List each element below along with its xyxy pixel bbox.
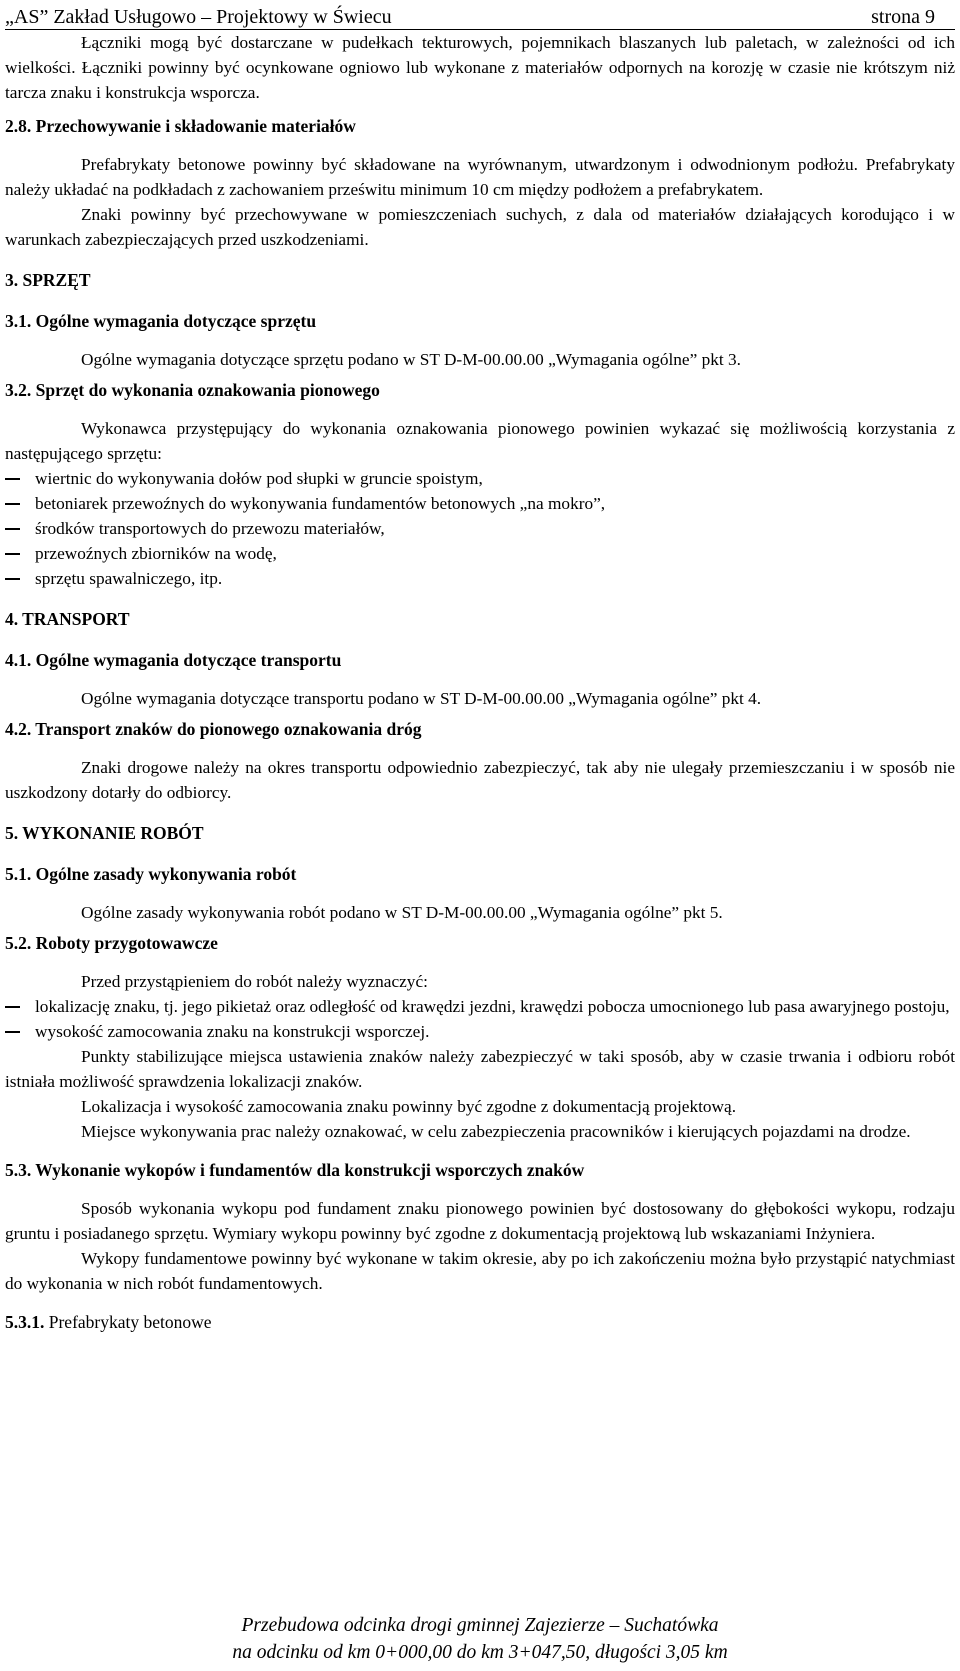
paragraph-5-3-1: Sposób wykonania wykopu pod fundament znaku pionowego powinien być dostosowany do głębokości wykopu, rodzaju gruntu i posiadanego sprzętu. Wymiary wykopu powinny być zgodne z dokumentacją projektową lub wskazaniami Inżyniera. xyxy=(5,1199,955,1243)
dash-bullet-icon xyxy=(5,553,20,555)
paragraph-5-2-3: Lokalizacja i wysokość zamocowania znaku powinny być zgodne z dokumentacją projektową. xyxy=(81,1097,737,1116)
paragraph-5-2-4: Miejsce wykonywania prac należy oznakować, w celu zabezpieczenia pracowników i kierujących pojazdami na drodze. xyxy=(81,1122,911,1141)
list-item: wiertnic do wykonywania dołów pod słupki w gruncie spoistym, xyxy=(5,466,955,491)
list-item: betoniarek przewoźnych do wykonywania fundamentów betonowych „na mokro”, xyxy=(5,491,955,516)
list-item: lokalizację znaku, tj. jego pikietaż oraz odległość od krawędzi jezdni, krawędzi pobocza umocnionego lub pasa awaryjnego postoju, xyxy=(5,994,955,1019)
page-footer xyxy=(0,1612,960,1666)
dash-bullet-icon xyxy=(5,478,20,480)
list-item: środków transportowych do przewozu materiałów, xyxy=(5,516,955,541)
heading-5-3-1-number: 5.3.1. xyxy=(5,1312,45,1332)
list-item: przewoźnych zbiorników na wodę, xyxy=(5,541,955,566)
heading-5-1: 5.1. Ogólne zasady wykonywania robót xyxy=(5,864,297,884)
heading-4-1: 4.1. Ogólne wymagania dotyczące transportu xyxy=(5,650,342,670)
list-item: wysokość zamocowania znaku na konstrukcji wsporczej. xyxy=(5,1019,955,1044)
heading-4-2: 4.2. Transport znaków do pionowego oznakowania dróg xyxy=(5,719,422,739)
heading-3-1: 3.1. Ogólne wymagania dotyczące sprzętu xyxy=(5,311,317,331)
paragraph-5-1: Ogólne zasady wykonywania robót podano w ST D-M-00.00.00 „Wymagania ogólne” pkt 5. xyxy=(81,903,723,922)
paragraph-5-2-1: Przed przystąpieniem do robót należy wyznaczyć: xyxy=(81,972,428,991)
dash-bullet-icon xyxy=(5,503,20,505)
dash-bullet-icon xyxy=(5,1006,20,1008)
paragraph-5-3-2: Wykopy fundamentowe powinny być wykonane w takim okresie, aby po ich zakończeniu można było przystąpić natychmiast do wykonania w nich robót fundamentowych. xyxy=(5,1249,955,1293)
heading-3: 3. SPRZĘT xyxy=(5,270,91,290)
paragraph-5-2-2: Punkty stabilizujące miejsca ustawienia znaków należy zabezpieczyć w taki sposób, aby w czasie trwania i odbioru robót istniała możliwość sprawdzenia lokalizacji znaków. xyxy=(5,1047,955,1091)
footer-line-1: Przebudowa odcinka drogi gminnej Zajezierze – Suchatówka xyxy=(241,1615,719,1636)
paragraph-3-2: Wykonawca przystępujący do wykonania oznakowania pionowego powinien wykazać się możliwością korzystania z następującego sprzętu: xyxy=(5,419,955,463)
document-content xyxy=(5,30,955,1335)
heading-4: 4. TRANSPORT xyxy=(5,609,130,629)
dash-bullet-icon xyxy=(5,578,20,580)
page-header xyxy=(5,5,955,30)
paragraph-2-8-2: Znaki powinny być przechowywane w pomieszczeniach suchych, z dala od materiałów działających korodująco i w warunkach zabezpieczających przed uszkodzeniami. xyxy=(5,205,955,249)
paragraph-3-1: Ogólne wymagania dotyczące sprzętu podano w ST D-M-00.00.00 „Wymagania ogólne” pkt 3. xyxy=(81,350,741,369)
preparation-list xyxy=(5,994,955,1044)
paragraph-4-2: Znaki drogowe należy na okres transportu odpowiednio zabezpieczyć, tak aby nie ulegały przemieszczaniu i w sposób nie uszkodzony dotarły do odbiorcy. xyxy=(5,758,955,802)
heading-3-2: 3.2. Sprzęt do wykonania oznakowania pionowego xyxy=(5,380,380,400)
paragraph-4-1: Ogólne wymagania dotyczące transportu podano w ST D-M-00.00.00 „Wymagania ogólne” pkt 4. xyxy=(81,689,762,708)
heading-5-3-1-title: Prefabrykaty betonowe xyxy=(48,1312,212,1332)
heading-5-2: 5.2. Roboty przygotowawcze xyxy=(5,933,218,953)
list-item: sprzętu spawalniczego, itp. xyxy=(5,566,955,591)
heading-5-3-1 xyxy=(5,1310,955,1335)
intro-paragraph: Łączniki mogą być dostarczane w pudełkach tekturowych, pojemnikach blaszanych lub paletach, w zależności od ich wielkości. Łączniki powinny być ocynkowane ogniowo lub wykonane z materiałów odpornych na korozję w czasie nie krótszym niż tarcza znaku i konstrukcja wsporcza. xyxy=(5,33,955,102)
footer-line-2: na odcinku od km 0+000,00 do km 3+047,50, długości 3,05 km xyxy=(232,1642,728,1663)
equipment-list xyxy=(5,466,955,591)
heading-2-8: 2.8. Przechowywanie i składowanie materiałów xyxy=(5,116,356,136)
heading-5: 5. WYKONANIE ROBÓT xyxy=(5,823,204,843)
heading-5-3: 5.3. Wykonanie wykopów i fundamentów dla konstrukcji wsporczych znaków xyxy=(5,1160,585,1180)
dash-bullet-icon xyxy=(5,1031,20,1033)
header-company: „AS” Zakład Usługowo – Projektowy w Świecu xyxy=(5,6,392,28)
paragraph-2-8-1: Prefabrykaty betonowe powinny być składowane na wyrównanym, utwardzonym i odwodnionym podłożu. Prefabrykaty należy układać na podkładach z zachowaniem prześwitu minimum 10 cm między podłożem a prefabrykatem. xyxy=(5,155,955,199)
dash-bullet-icon xyxy=(5,528,20,530)
header-page-number: strona 9 xyxy=(871,6,935,28)
